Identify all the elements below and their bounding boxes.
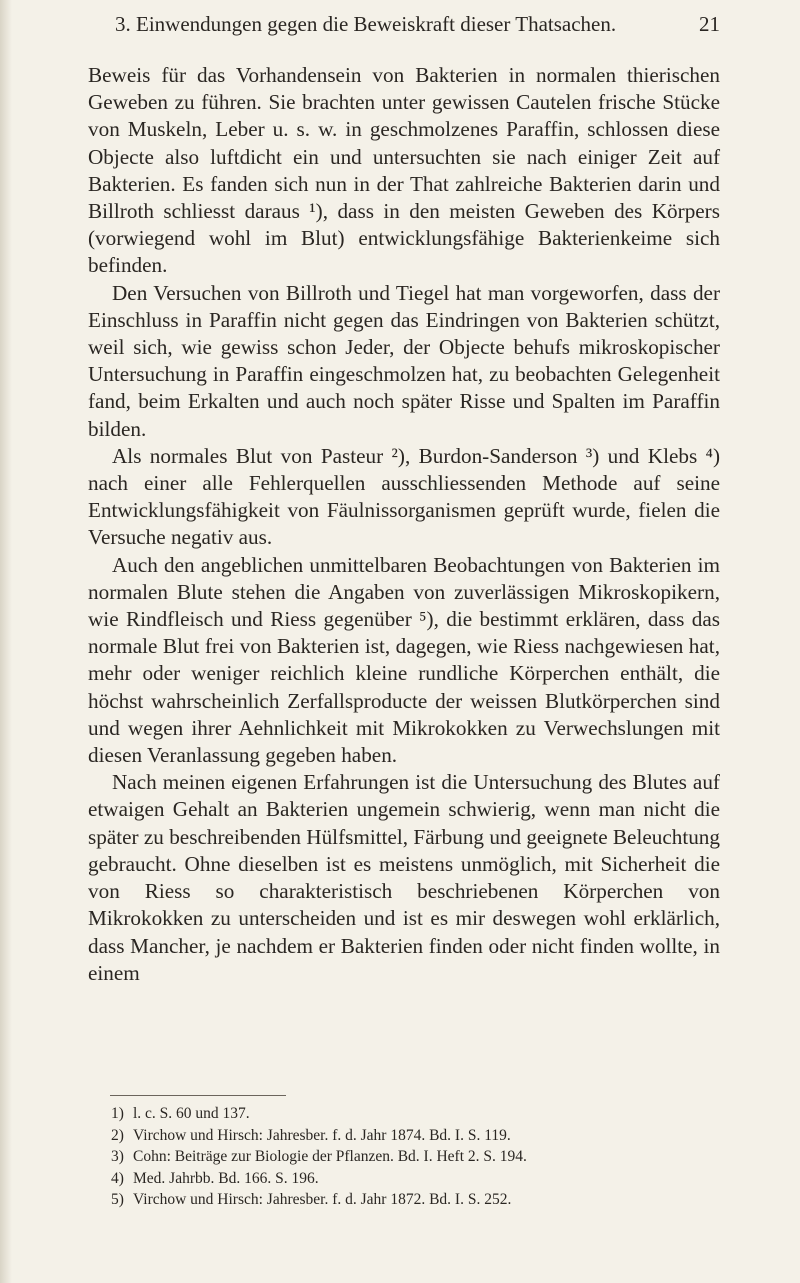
footnote-number: 4) [111, 1169, 124, 1187]
page-gutter-shadow [0, 0, 12, 1283]
footnote-number: 5) [111, 1191, 124, 1209]
footnote [111, 1125, 721, 1147]
paragraph: Den Versuchen von Billroth und Tiegel hat man vorgeworfen, dass der Einschluss in Paraffin nicht gegen das Eindringen von Bakterien schützt, weil sich, wie gewiss schon Jeder, der Objecte behufs mikroskopischer Untersuchung in Paraffin eingeschmolzen hat, zu beobachten Gelegenheit fand, beim Erkalten und auch noch später Risse und Spalten im Paraffin bilden. [88, 280, 720, 441]
footnote-number: 3) [111, 1148, 124, 1166]
running-header [115, 8, 720, 44]
footnote [111, 1146, 721, 1168]
paragraph: Beweis für das Vorhandensein von Bakterien in normalen thierischen Geweben zu führen. Sie brachten unter gewissen Cautelen frische Stücke von Muskeln, Leber u. s. w. in geschmolzenes Paraffin, schlossen diese Objecte also luftdicht ein und untersuchten sie nach einiger Zeit auf Bakterien. Es fanden sich nun in der That zahlreiche Bakterien darin und Billroth schliesst daraus ¹), dass in den meisten Geweben des Körpers (vorwiegend wohl im Blut) entwicklungsfähige Bakterienkeime sich befinden. [88, 63, 720, 278]
footnote-number: 1) [111, 1105, 124, 1122]
footnote-number: 2) [111, 1126, 124, 1144]
footnote-text: Virchow und Hirsch: Jahresber. f. d. Jahr 1872. Bd. I. S. 252. [133, 1191, 512, 1209]
footnotes [111, 1103, 721, 1211]
footnote-text: Med. Jahrbb. Bd. 166. S. 196. [133, 1169, 319, 1187]
paragraph: Auch den angeblichen unmittelbaren Beobachtungen von Bakterien im normalen Blute stehen die Angaben von zuverlässigen Mikroskopikern, wie Rindfleisch und Riess gegenüber ⁵), die bestimmt erklären, dass das normale Blut frei von Bakterien ist, dagegen, wie Riess nachgewiesen hat, mehr oder weniger reichlich kleine rundliche Körperchen enthält, die höchst wahrscheinlich Zerfallsproducte der weissen Blutkörperchen sind und wegen ihrer Aehnlichkeit mit Mikrokokken zu Verwechslungen mit diesen Veranlassung gegeben haben. [88, 552, 720, 768]
footnote-text: Virchow und Hirsch: Jahresber. f. d. Jahr 1874. Bd. I. S. 119. [133, 1126, 511, 1144]
paragraph: Nach meinen eigenen Erfahrungen ist die Untersuchung des Blutes auf etwaigen Gehalt an Bakterien ungemein schwierig, wenn man nicht die später zu beschreibenden Hülfsmittel, Färbung und geeignete Beleuchtung gebraucht. Ohne dieselben ist es meistens unmöglich, mit Sicherheit die von Riess so charakteristisch beschriebenen Körperchen von Mikrokokken zu unterscheiden und ist es mir deswegen wohl erklärlich, dass Mancher, je nachdem er Bakterien finden oder nicht finden wollte, in einem [88, 770, 720, 985]
main-text [88, 62, 720, 987]
footnote [111, 1168, 721, 1190]
paragraph: Als normales Blut von Pasteur ²), Burdon-Sanderson ³) und Klebs ⁴) nach einer alle Fehlerquellen ausschliessenden Methode auf seine Entwicklungsfähigkeit von Fäulnissorganismen geprüft wurde, fielen die Versuche negativ aus. [88, 443, 720, 550]
footnote [111, 1189, 721, 1211]
footnote-separator [110, 1095, 286, 1096]
footnote-text: Cohn: Beiträge zur Biologie der Pflanzen. Bd. I. Heft 2. S. 194. [133, 1148, 527, 1166]
page-number: 21 [699, 12, 720, 36]
running-header-title: 3. Einwendungen gegen die Beweiskraft dieser Thatsachen. [115, 12, 617, 36]
footnote-text: l. c. S. 60 und 137. [133, 1105, 250, 1122]
footnote [111, 1103, 721, 1125]
